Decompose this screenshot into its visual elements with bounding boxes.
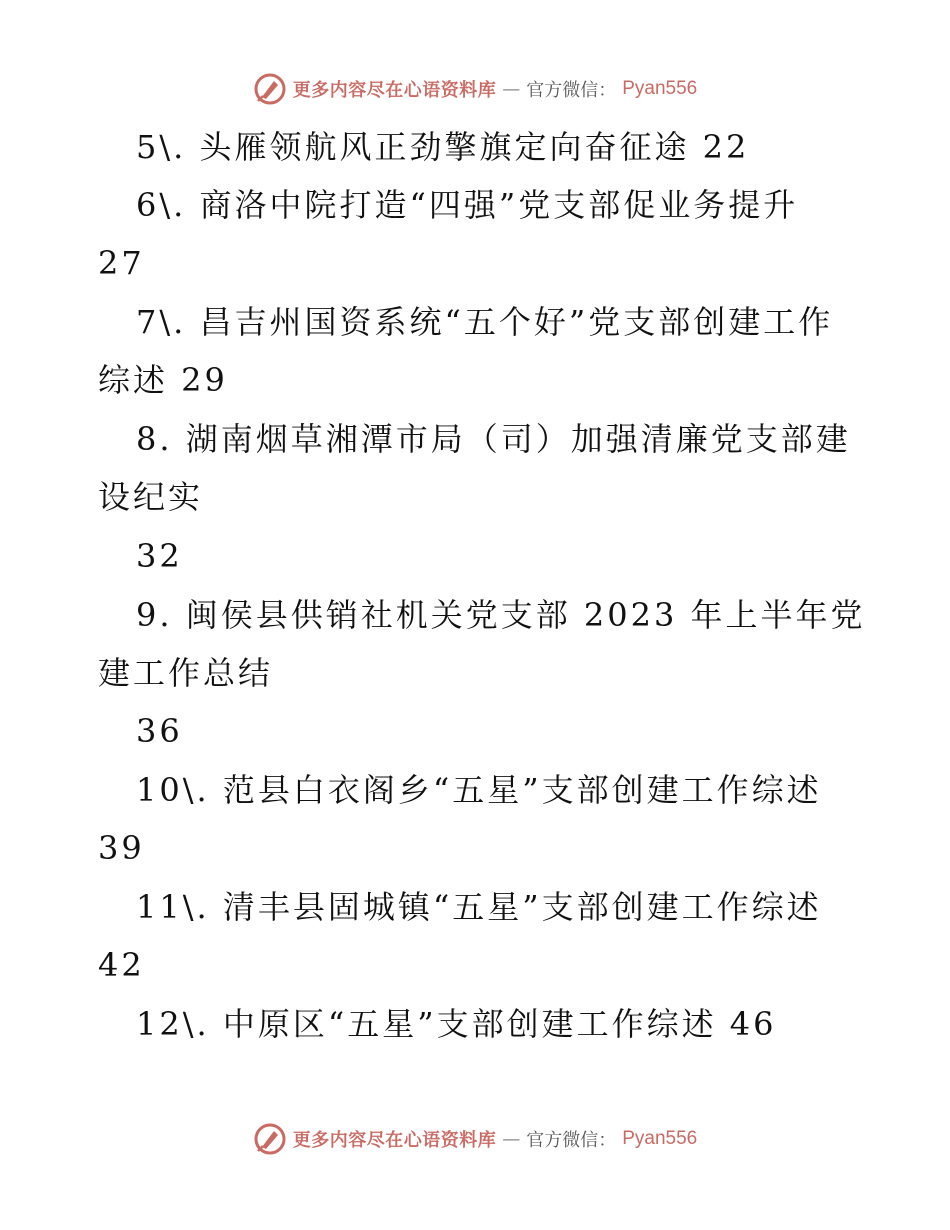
- toc-line: 42: [98, 946, 145, 984]
- banner-official-label: 官方微信：: [526, 80, 617, 101]
- banner-dash: —: [502, 78, 521, 100]
- toc-line: 综述 29: [98, 361, 228, 399]
- toc-line: 39: [98, 829, 145, 867]
- toc-line: 10\. 范县白衣阁乡“五星”支部创建工作综述: [136, 771, 822, 809]
- toc-line: 建工作总结: [98, 654, 274, 692]
- banner-dash: —: [502, 1128, 521, 1150]
- banner-text: 更多内容尽在心语资料库: [292, 1130, 497, 1151]
- banner-wechat-id: Pyan556: [622, 1128, 698, 1149]
- pen-nib-logo-icon: [253, 1122, 287, 1156]
- toc-line: 11\. 清丰县固城镇“五星”支部创建工作综述: [136, 888, 822, 926]
- banner-wechat-id: Pyan556: [622, 78, 698, 99]
- toc-line: 7\. 昌吉州国资系统“五个好”党支部创建工作: [136, 303, 834, 341]
- toc-line: 12\. 中原区“五星”支部创建工作综述 46: [136, 1005, 777, 1043]
- footer-banner: [0, 1122, 950, 1156]
- toc-line: 设纪实: [98, 478, 204, 516]
- toc-line: 32: [136, 537, 183, 575]
- toc-line: 36: [136, 712, 183, 750]
- toc-line: 9. 闽侯县供销社机关党支部 2023 年上半年党: [136, 596, 866, 634]
- banner-official-label: 官方微信：: [526, 1130, 617, 1151]
- toc-line: 5\. 头雁领航风正劲擎旗定向奋征途 22: [136, 128, 750, 166]
- banner-text: 更多内容尽在心语资料库: [292, 80, 497, 101]
- toc-line: 6\. 商洛中院打造“四强”党支部促业务提升: [136, 186, 799, 224]
- toc-line: 8. 湖南烟草湘潭市局（司）加强清廉党支部建: [136, 420, 851, 458]
- toc-line: 27: [98, 244, 145, 282]
